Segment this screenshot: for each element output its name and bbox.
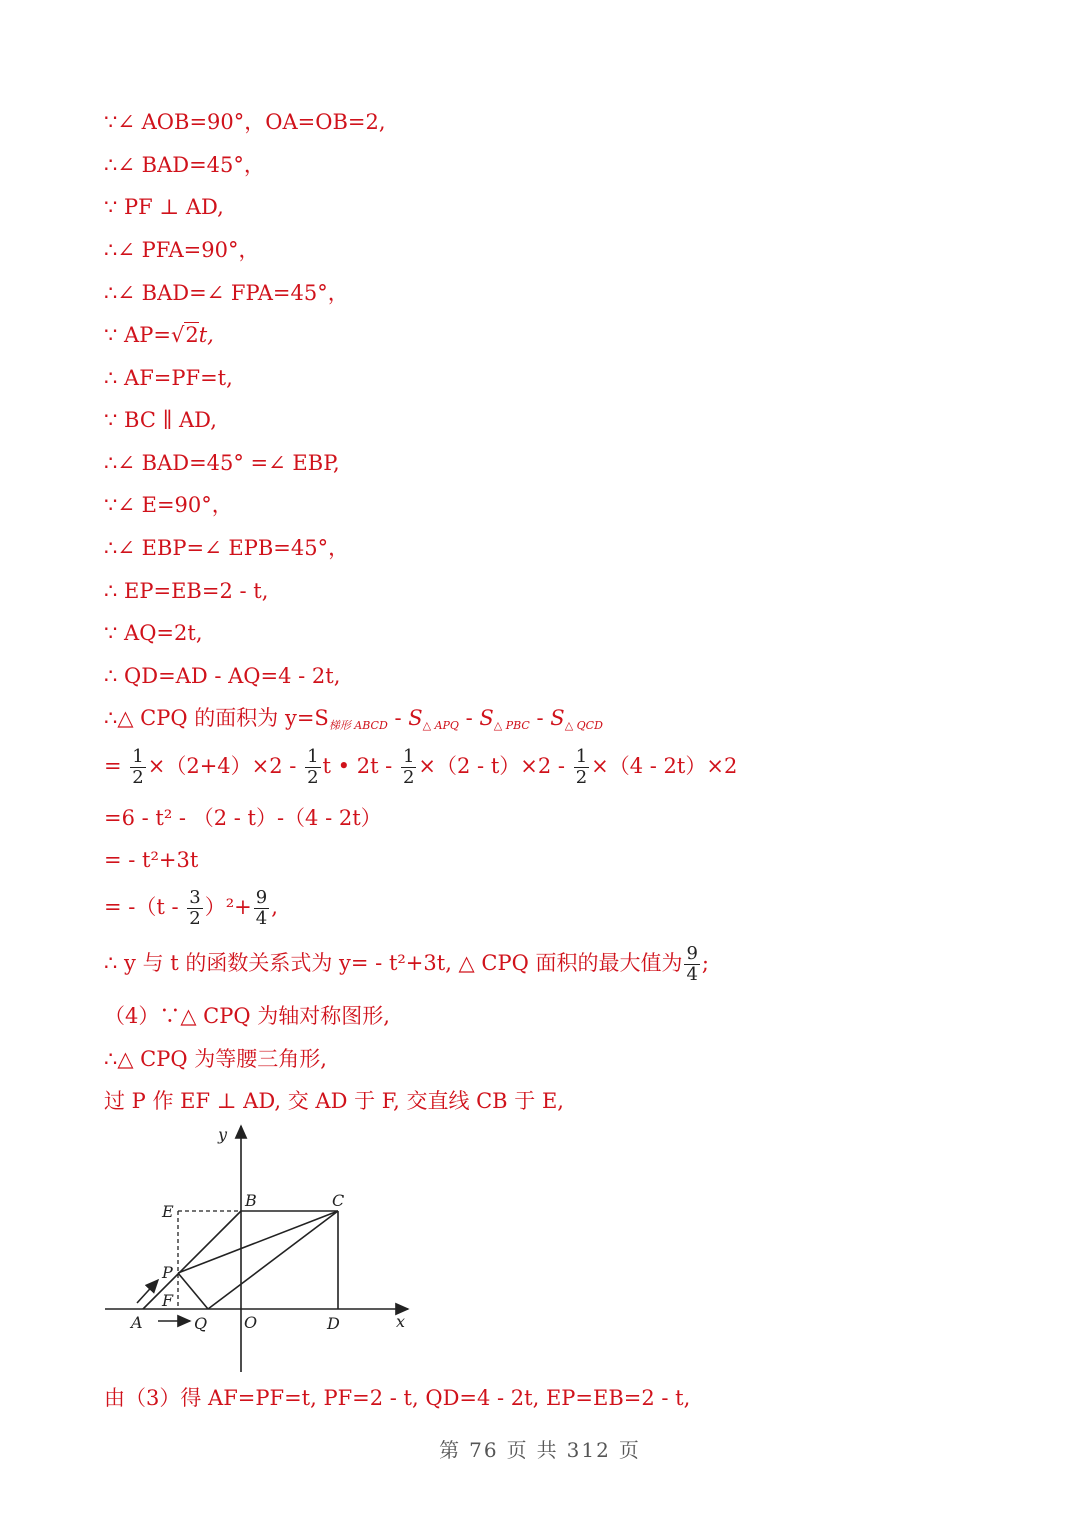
page-footer [0,1434,1080,1463]
area-prefix: ∴△ CPQ 的面积为 y=S [104,706,329,730]
frac-den: 4 [255,908,268,929]
label-P: P [162,1263,173,1282]
label-C: C [332,1191,345,1210]
solution-line: ∴∠ EBP=∠ EPB=45°， [104,536,350,560]
frac-num: 9 [686,943,698,964]
geometry-figure [100,1120,420,1380]
solution-line: ∵ PF ⊥ AD, [104,195,224,219]
frac-den: 2 [132,767,144,788]
label-O: O [244,1313,258,1332]
ap-prefix: ∵ AP= [104,323,171,347]
solution-line: ∵∠ E=90°， [104,493,233,517]
label-E: E [162,1202,174,1221]
arrow-P-motion [137,1280,158,1303]
fraction-three-halves [187,888,202,929]
minus-sign: - [529,706,551,730]
fraction-half [401,747,416,788]
footer-ye2: 页 [618,1438,641,1462]
frac-den: 2 [575,767,588,788]
solution-line: = - t²+3t [104,848,199,872]
sqrt-radicand: 2 [185,323,199,347]
ap-line [104,321,214,349]
footer-gong: 共 [536,1438,559,1462]
label-F: F [162,1291,174,1310]
footer-ye: 页 [506,1438,529,1462]
solution-line: （4）∵△ CPQ 为轴对称图形, [104,1004,390,1028]
frac-num: 1 [402,746,415,767]
area-sub-trapezoid: 梯形 ABCD [328,719,388,732]
frac-den: 2 [307,767,319,788]
solution-line: 过 P 作 EF ⊥ AD, 交 AD 于 F, 交直线 CB 于 E, [104,1089,564,1113]
solution-line: ∴∠ BAD=45° =∠ EBP, [104,451,340,475]
label-y: y [218,1125,228,1144]
solution-line: 由（3）得 AF=PF=t, PF=2 - t, QD=4 - 2t, EP=EB=2 - t, [104,1386,691,1410]
vertex-lead: = -（t - [104,895,179,919]
label-x: x [396,1312,406,1331]
label-D: D [327,1314,340,1333]
result-line [104,943,709,985]
solution-line: ∴ QD=AD - AQ=4 - 2t, [104,664,341,688]
vertex-tail: , [271,895,278,919]
sqrt-sign: √ [170,323,185,347]
solution-line: ∵ AQ=2t, [104,621,203,645]
fraction-half [130,747,145,788]
area-sub-pbc: △ PBC [493,719,530,732]
ap-suffix: t, [198,323,214,347]
fraction-half [305,747,320,788]
frac-num: 1 [132,746,144,767]
vertex-form-line [104,887,278,929]
footer-page-number: 76 [469,1438,499,1462]
frac-num: 9 [255,887,268,908]
fraction-nine-quarters [684,944,699,985]
minus-sign: - [458,706,480,730]
result-tail: ; [701,951,709,975]
solution-line: ∴ AF=PF=t, [104,366,233,390]
expand-line [104,746,737,788]
frac-num: 1 [307,746,319,767]
solution-line: ∴∠ PFA=90°， [104,238,260,262]
solution-line: ∵ BC ∥ AD, [104,408,217,432]
area-formula-line [104,704,603,736]
label-B: B [245,1191,257,1210]
area-sub-apq: △ APQ [422,719,459,732]
vertex-mid: ）²+ [204,895,252,919]
minus-sign: - [387,706,409,730]
fraction-nine-quarters [254,888,269,929]
solution-line: ∵∠ AOB=90°，OA=OB=2, [104,110,386,134]
area-s2: S [408,706,423,730]
expand-part4: ×（4 - 2t）×2 [591,754,738,778]
segment-QC [208,1211,338,1309]
segment-PC [178,1211,338,1273]
frac-den: 2 [189,908,201,929]
solution-line: ∴△ CPQ 为等腰三角形, [104,1047,327,1071]
solution-line: ∴∠ BAD=45°， [104,153,265,177]
expand-part1: ×（2+4）×2 - [147,754,297,778]
area-sub-qcd: △ QCD [564,719,603,732]
fraction-half [574,747,589,788]
label-Q: Q [194,1314,208,1333]
equals-sign: = [104,754,122,778]
footer-di: 第 [439,1438,462,1462]
footer-total-pages: 312 [566,1438,611,1462]
frac-num: 3 [189,887,201,908]
frac-num: 1 [575,746,588,767]
label-A: A [131,1313,143,1332]
solution-line: ∴ EP=EB=2 - t, [104,579,269,603]
area-s4: S [550,706,565,730]
segment-PQ [178,1273,208,1309]
frac-den: 4 [686,964,698,985]
area-s3: S [479,706,494,730]
frac-den: 2 [402,767,415,788]
solution-line: =6 - t² - （2 - t）-（4 - 2t） [104,806,382,830]
result-text: ∴ y 与 t 的函数关系式为 y= - t²+3t, △ CPQ 面积的最大值为 [104,951,683,975]
expand-part2: t • 2t - [322,754,393,778]
expand-part3: ×（2 - t）×2 - [418,754,565,778]
solution-line: ∴∠ BAD=∠ FPA=45°， [104,281,349,305]
